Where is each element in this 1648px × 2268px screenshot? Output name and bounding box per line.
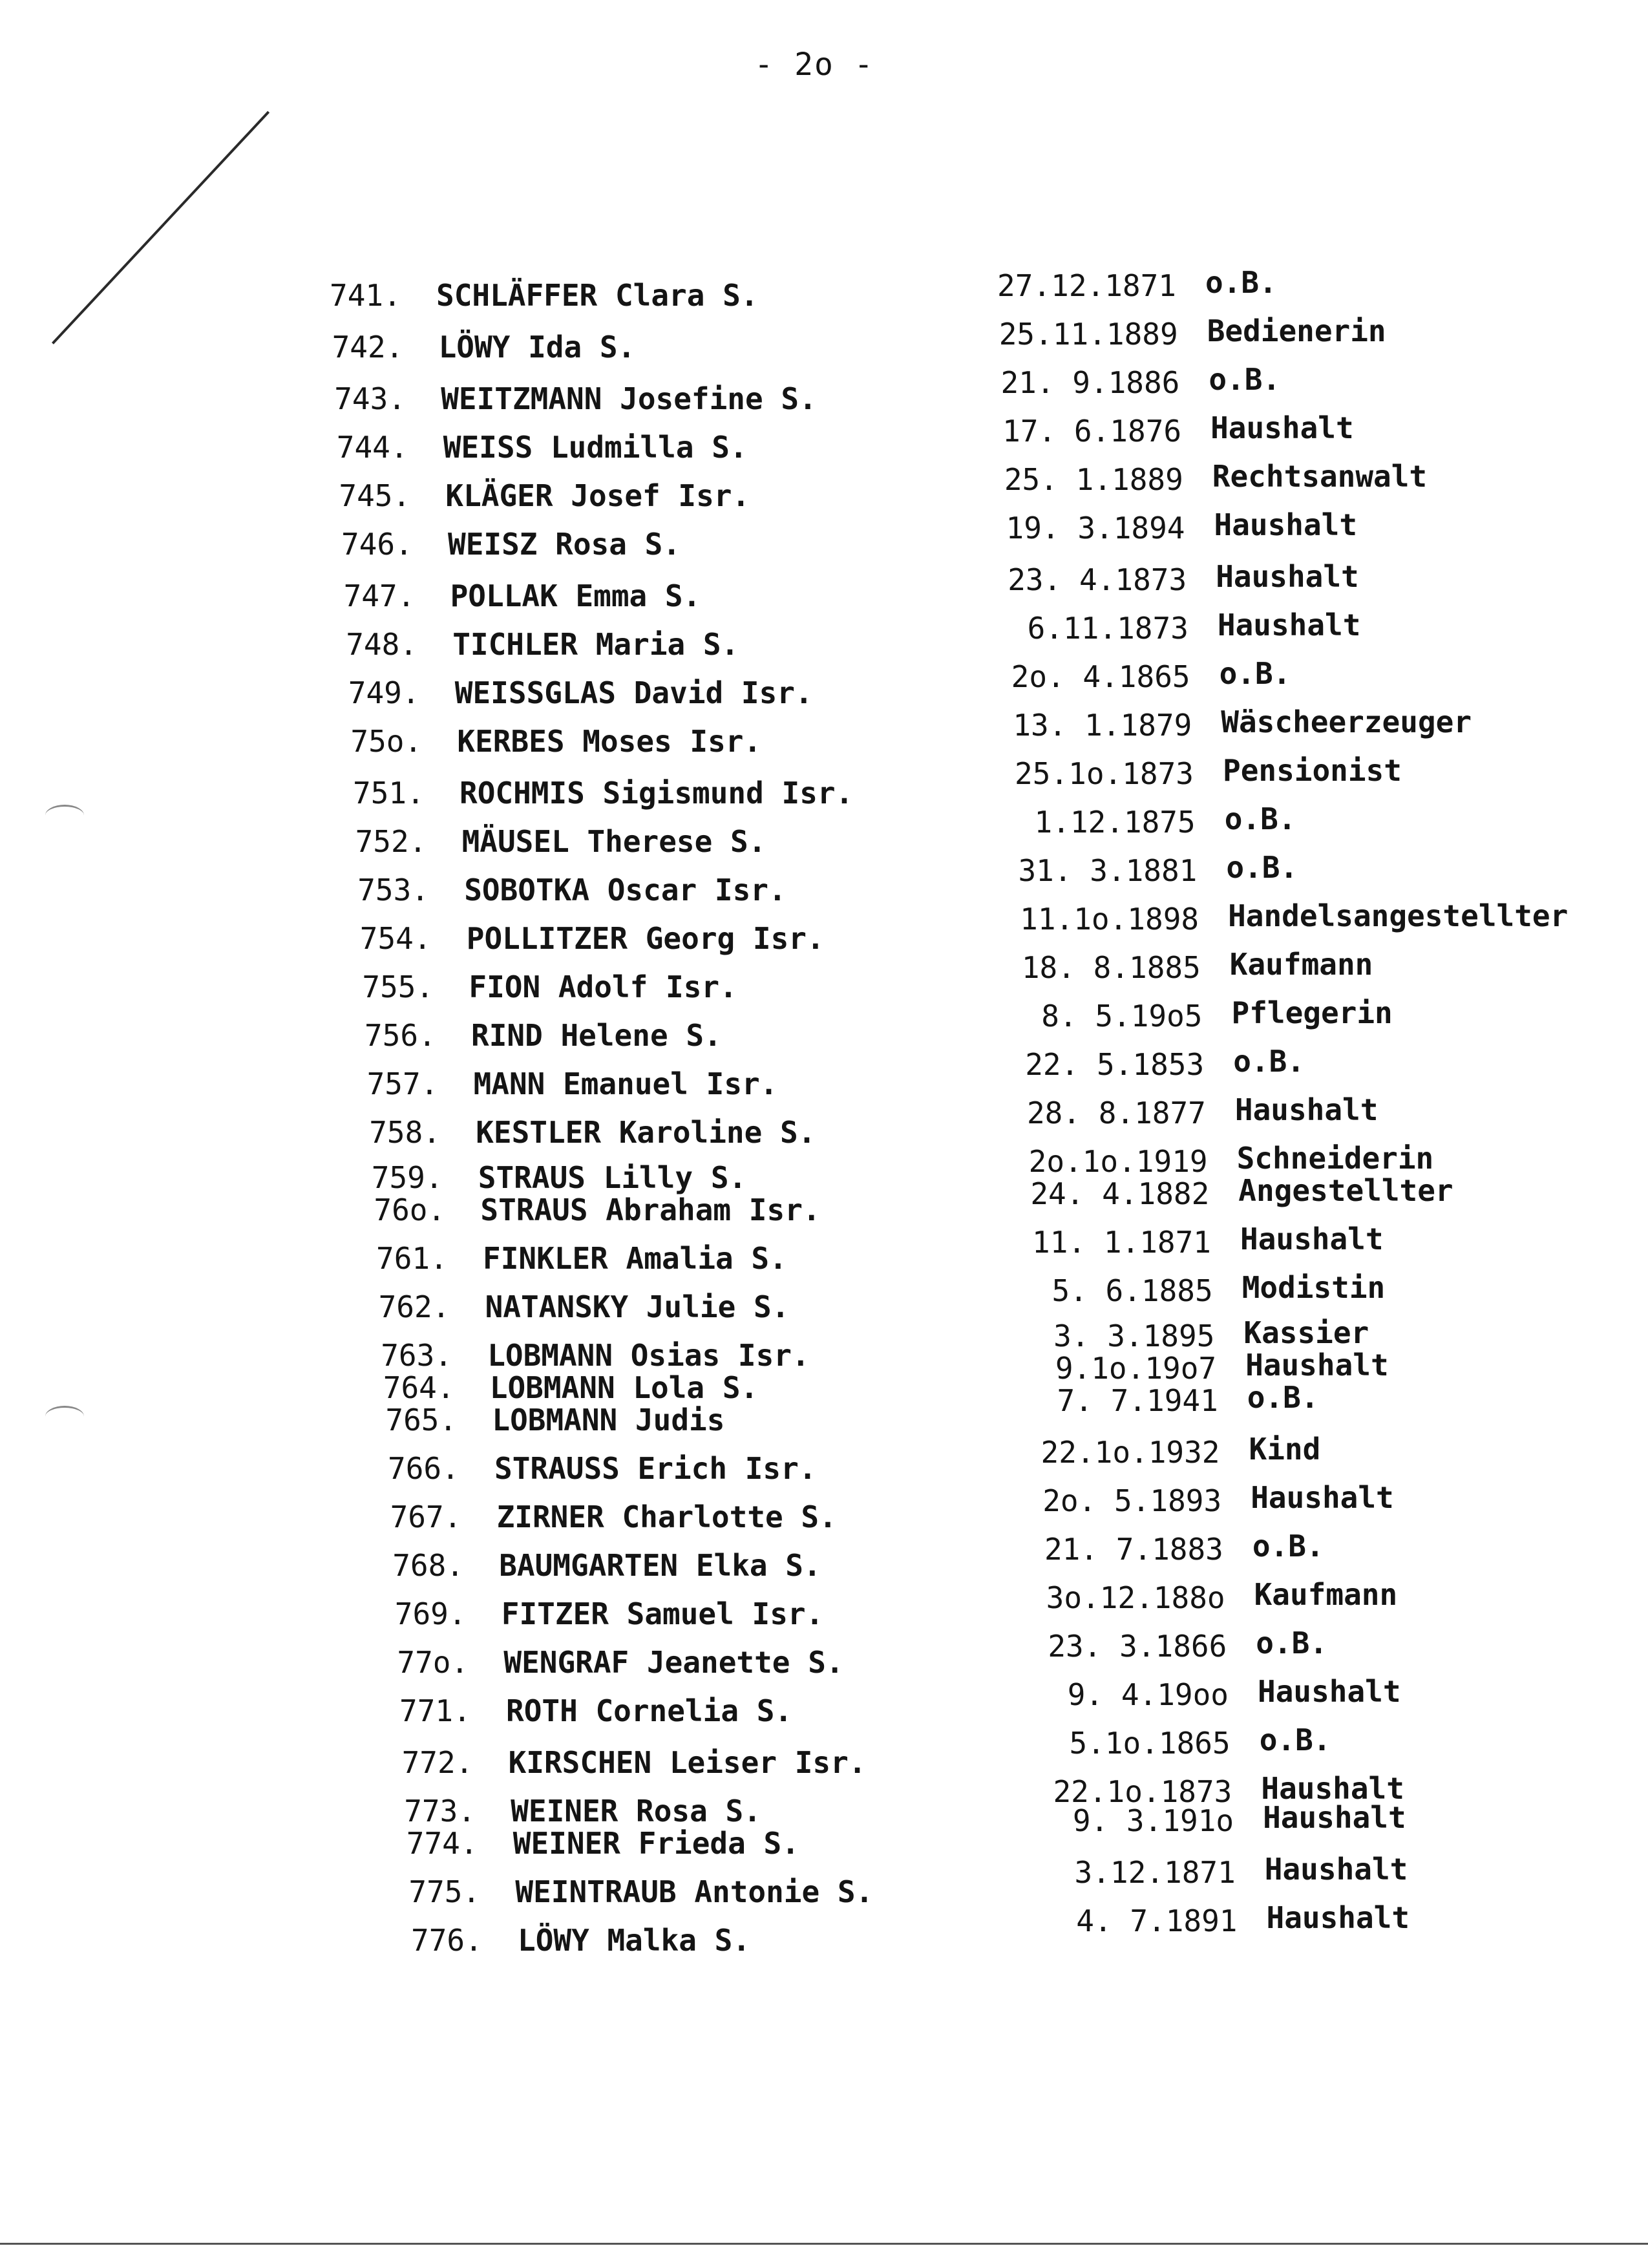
entry-birth-date: 24. 4.1882 bbox=[1030, 1176, 1210, 1211]
entry-occupation: o.B. bbox=[1259, 1722, 1331, 1757]
entry-occupation: Schneiderin bbox=[1236, 1141, 1434, 1176]
entry-name: LÖWY Ida S. bbox=[438, 330, 636, 365]
entry-birth-date: 25.11.1889 bbox=[998, 317, 1178, 352]
entry-number: 746. bbox=[341, 527, 413, 562]
entry-name: FINKLER Amalia S. bbox=[483, 1241, 787, 1276]
entry-number: 77o. bbox=[397, 1645, 469, 1680]
entry-birth-date: 3.12.1871 bbox=[1074, 1855, 1236, 1890]
entry-number: 745. bbox=[339, 478, 411, 513]
bottom-edge-line bbox=[0, 2243, 1648, 2245]
entry-birth-date: 8. 5.19o5 bbox=[1041, 999, 1203, 1033]
entry-name: MÄUSEL Therese S. bbox=[461, 824, 766, 859]
entry-name: POLLAK Emma S. bbox=[450, 578, 701, 613]
entry-occupation: Kind bbox=[1249, 1432, 1321, 1467]
entry-number: 743. bbox=[334, 381, 406, 416]
entry-occupation: o.B. bbox=[1247, 1380, 1319, 1415]
entry-birth-date: 31. 3.1881 bbox=[1018, 853, 1198, 888]
entry-birth-date: 2o.1o.1919 bbox=[1028, 1144, 1208, 1179]
entry-number: 758. bbox=[369, 1115, 441, 1150]
entry-number: 769. bbox=[394, 1596, 467, 1631]
entry-birth-date: 5.1o.1865 bbox=[1069, 1726, 1231, 1761]
entry-number: 764. bbox=[383, 1370, 455, 1405]
entry-name: KERBES Moses Isr. bbox=[457, 724, 762, 759]
entry-name: KESTLER Karoline S. bbox=[476, 1115, 816, 1150]
entry-number: 748. bbox=[346, 627, 417, 662]
entry-name: BAUMGARTEN Elka S. bbox=[499, 1548, 821, 1583]
entry-name: WEISSGLAS David Isr. bbox=[454, 675, 813, 710]
entry-occupation: Haushalt bbox=[1216, 559, 1359, 594]
punch-hole-mark-lower bbox=[45, 1406, 84, 1427]
entry-occupation: Haushalt bbox=[1264, 1852, 1408, 1887]
entry-number: 759. bbox=[371, 1160, 443, 1195]
entry-number: 742. bbox=[332, 330, 404, 365]
entry-occupation: Modistin bbox=[1241, 1270, 1386, 1305]
entry-occupation: Haushalt bbox=[1251, 1480, 1394, 1515]
entry-occupation: Kassier bbox=[1243, 1315, 1369, 1350]
entry-birth-date: 28. 8.1877 bbox=[1026, 1096, 1206, 1130]
entry-number: 767. bbox=[390, 1500, 462, 1534]
entry-number: 753. bbox=[357, 873, 429, 907]
entry-occupation: Bedienerin bbox=[1207, 313, 1386, 348]
entry-number: 762. bbox=[378, 1289, 450, 1324]
entry-occupation: Angestellter bbox=[1238, 1173, 1453, 1208]
entry-name: NATANSKY Julie S. bbox=[485, 1289, 790, 1324]
entry-birth-date: 2o. 5.1893 bbox=[1042, 1483, 1222, 1518]
entry-name: ZIRNER Charlotte S. bbox=[496, 1500, 837, 1534]
entry-number: 76o. bbox=[374, 1192, 446, 1227]
entry-name: WEINER Rosa S. bbox=[511, 1794, 761, 1828]
entry-occupation: Haushalt bbox=[1234, 1092, 1379, 1127]
entry-name: LÖWY Malka S. bbox=[518, 1923, 751, 1958]
entry-occupation: o.B. bbox=[1205, 265, 1277, 300]
entry-name: WEISZ Rosa S. bbox=[448, 527, 681, 562]
entry-occupation: o.B. bbox=[1252, 1529, 1324, 1563]
entry-birth-date: 22.1o.1932 bbox=[1041, 1435, 1220, 1470]
entry-number: 766. bbox=[388, 1451, 460, 1486]
entry-occupation: Haushalt bbox=[1217, 608, 1361, 642]
entry-number: 749. bbox=[348, 675, 420, 710]
entry-birth-date: 11.1o.1898 bbox=[1020, 902, 1199, 937]
entry-birth-date: 9. 4.19oo bbox=[1067, 1677, 1229, 1712]
entry-birth-date: 6.11.1873 bbox=[1027, 611, 1188, 646]
entry-occupation: o.B. bbox=[1209, 362, 1281, 397]
entry-birth-date: 3o.12.188o bbox=[1046, 1580, 1225, 1615]
entry-name: WEINER Frieda S. bbox=[512, 1826, 799, 1861]
entry-occupation: Haushalt bbox=[1214, 507, 1358, 542]
entry-birth-date: 4. 7.1891 bbox=[1076, 1903, 1238, 1938]
entry-occupation: Haushalt bbox=[1261, 1771, 1404, 1806]
entry-occupation: Haushalt bbox=[1266, 1900, 1410, 1935]
entry-name: WEINTRAUB Antonie S. bbox=[515, 1874, 874, 1909]
entry-name: TICHLER Maria S. bbox=[452, 627, 739, 662]
entry-occupation: o.B. bbox=[1219, 656, 1291, 691]
entry-number: 771. bbox=[399, 1693, 471, 1728]
entry-number: 773. bbox=[404, 1794, 476, 1828]
entry-occupation: Haushalt bbox=[1263, 1800, 1406, 1835]
entry-name: ROCHMIS Sigismund Isr. bbox=[460, 776, 854, 811]
entry-name: POLLITZER Georg Isr. bbox=[466, 921, 825, 956]
page-number: - 2o - bbox=[754, 47, 874, 83]
entry-occupation: Handelsangestellter bbox=[1228, 898, 1569, 933]
entry-name: LOBMANN Judis bbox=[492, 1403, 725, 1437]
entry-name: WENGRAF Jeanette S. bbox=[503, 1645, 844, 1680]
entry-occupation: o.B. bbox=[1224, 801, 1296, 836]
entry-occupation: Haushalt bbox=[1240, 1222, 1384, 1256]
entry-occupation: Wäscheerzeuger bbox=[1221, 705, 1472, 739]
entry-number: 765. bbox=[385, 1403, 458, 1437]
entry-birth-date: 25. 1.1889 bbox=[1004, 462, 1183, 497]
entry-occupation: Haushalt bbox=[1210, 410, 1354, 445]
entry-birth-date: 27.12.1871 bbox=[997, 268, 1176, 303]
entry-number: 756. bbox=[364, 1018, 436, 1053]
entry-occupation: Haushalt bbox=[1245, 1348, 1389, 1383]
punch-hole-mark-upper bbox=[45, 805, 84, 826]
entry-birth-date: 11. 1.1871 bbox=[1032, 1225, 1211, 1260]
entry-birth-date: 22.1o.1873 bbox=[1053, 1774, 1232, 1809]
entry-number: 774. bbox=[406, 1826, 478, 1861]
entry-number: 752. bbox=[355, 824, 427, 859]
entry-occupation: Haushalt bbox=[1258, 1674, 1401, 1709]
entry-name: ROTH Cornelia S. bbox=[506, 1693, 793, 1728]
entry-name: WEITZMANN Josefine S. bbox=[441, 381, 817, 416]
entry-occupation: o.B. bbox=[1256, 1626, 1328, 1660]
entry-name: RIND Helene S. bbox=[471, 1018, 722, 1053]
entry-number: 744. bbox=[336, 430, 408, 465]
entry-name: SOBOTKA Oscar Isr. bbox=[464, 873, 787, 907]
entry-birth-date: 1.12.1875 bbox=[1034, 805, 1196, 840]
entry-number: 757. bbox=[366, 1066, 439, 1101]
entry-number: 754. bbox=[359, 921, 432, 956]
entry-name: MANN Emanuel Isr. bbox=[473, 1066, 778, 1101]
entry-occupation: Pensionist bbox=[1223, 753, 1402, 788]
entry-birth-date: 3. 3.1895 bbox=[1053, 1319, 1215, 1353]
entry-occupation: Pflegerin bbox=[1231, 995, 1393, 1030]
entry-birth-date: 17. 6.1876 bbox=[1002, 414, 1182, 449]
entry-number: 772. bbox=[401, 1745, 474, 1780]
entry-birth-date: 19. 3.1894 bbox=[1006, 511, 1185, 546]
entry-number: 75o. bbox=[350, 724, 423, 759]
entry-name: STRAUS Abraham Isr. bbox=[480, 1192, 821, 1227]
entry-birth-date: 18. 8.1885 bbox=[1021, 950, 1201, 985]
entry-number: 741. bbox=[330, 278, 401, 313]
entry-number: 763. bbox=[381, 1338, 452, 1373]
entry-birth-date: 21. 9.1886 bbox=[1000, 365, 1180, 400]
entry-occupation: Rechtsanwalt bbox=[1212, 459, 1428, 494]
diagonal-pen-stroke bbox=[52, 111, 269, 344]
entry-name: STRAUSS Erich Isr. bbox=[494, 1451, 817, 1486]
entry-name: LOBMANN Lola S. bbox=[489, 1370, 759, 1405]
entry-number: 768. bbox=[392, 1548, 464, 1583]
entry-occupation: Kaufmann bbox=[1229, 947, 1373, 982]
entry-birth-date: 22. 5.1853 bbox=[1025, 1047, 1205, 1082]
entry-birth-date: 21. 7.1883 bbox=[1044, 1532, 1223, 1567]
entry-name: STRAUS Lilly S. bbox=[478, 1160, 747, 1195]
entry-number: 775. bbox=[408, 1874, 481, 1909]
entry-name: KIRSCHEN Leiser Isr. bbox=[508, 1745, 867, 1780]
entry-name: SCHLÄFFER Clara S. bbox=[436, 278, 759, 313]
entry-birth-date: 7. 7.1941 bbox=[1057, 1383, 1218, 1418]
entry-birth-date: 9.1o.19o7 bbox=[1055, 1351, 1217, 1386]
entry-number: 747. bbox=[343, 578, 416, 613]
entry-name: LOBMANN Osias Isr. bbox=[487, 1338, 810, 1373]
entry-name: FION Adolf Isr. bbox=[469, 970, 737, 1004]
entry-number: 761. bbox=[376, 1241, 448, 1276]
entry-birth-date: 23. 4.1873 bbox=[1008, 562, 1187, 597]
entry-birth-date: 13. 1.1879 bbox=[1013, 708, 1192, 743]
entry-name: KLÄGER Josef Isr. bbox=[445, 478, 750, 513]
entry-birth-date: 23. 3.1866 bbox=[1048, 1629, 1227, 1664]
entry-name: FITZER Samuel Isr. bbox=[501, 1596, 824, 1631]
entry-occupation: o.B. bbox=[1233, 1044, 1305, 1079]
entry-occupation: Kaufmann bbox=[1254, 1577, 1398, 1612]
entry-birth-date: 9. 3.191o bbox=[1072, 1803, 1234, 1838]
entry-occupation: o.B. bbox=[1226, 850, 1298, 885]
entry-name: WEISS Ludmilla S. bbox=[443, 430, 748, 465]
entry-birth-date: 5. 6.1885 bbox=[1051, 1273, 1213, 1308]
entry-number: 755. bbox=[362, 970, 434, 1004]
entry-birth-date: 25.1o.1873 bbox=[1015, 756, 1194, 791]
entry-number: 751. bbox=[353, 776, 425, 811]
entry-number: 776. bbox=[411, 1923, 483, 1958]
entry-birth-date: 2o. 4.1865 bbox=[1011, 659, 1190, 694]
